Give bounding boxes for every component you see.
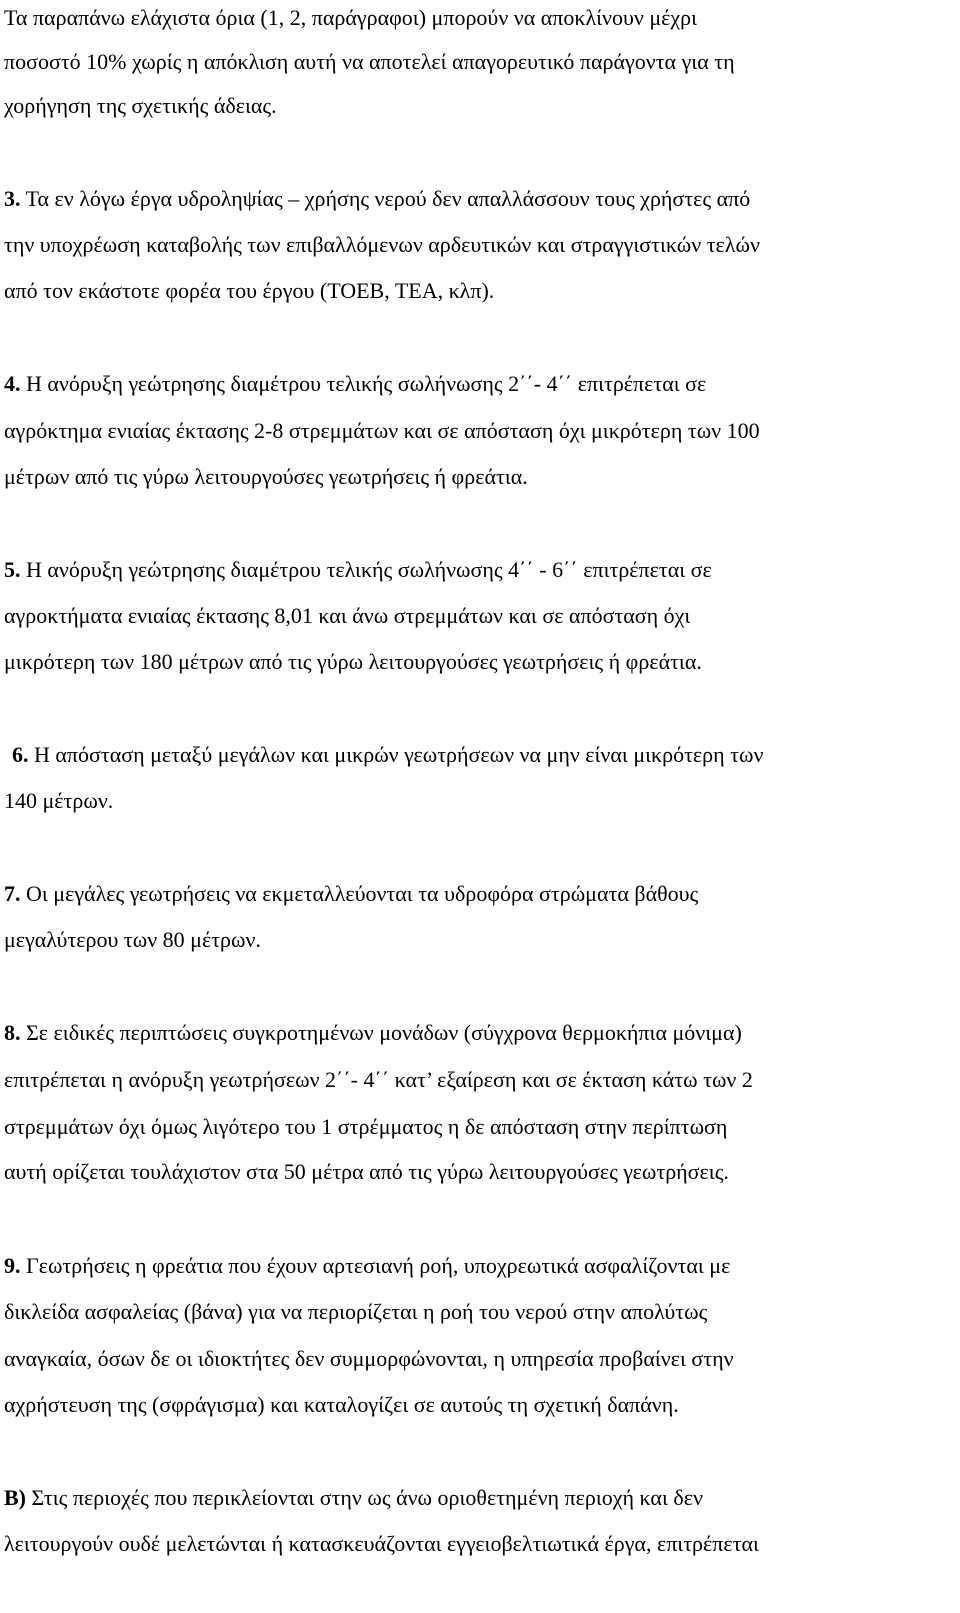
paragraph-line: στρεμμάτων όχι όμως λιγότερο του 1 στρέμματος η δε απόσταση στην περίπτωση — [4, 1114, 728, 1139]
paragraph-line: δικλείδα ασφαλείας (βάνα) για να περιορίζεται η ροή του νερού στην απολύτως — [4, 1299, 708, 1324]
paragraph-text: Σε ειδικές περιπτώσεις συγκροτημένων μονάδων (σύγχρονα θερμοκήπια μόνιμα) — [20, 1020, 742, 1045]
paragraph-number: 4. — [4, 371, 21, 396]
paragraph-line: αναγκαία, όσων δε οι ιδιοκτήτες δεν συμμορφώνονται, η υπηρεσία προβαίνει στην — [4, 1346, 734, 1371]
paragraph-3-first-line — [4, 185, 750, 213]
paragraph-number: 9. — [4, 1253, 21, 1278]
paragraph-line: μέτρων από τις γύρω λειτουργούσες γεωτρήσεις ή φρεάτια. — [4, 464, 528, 489]
paragraph-text: Γεωτρήσεις η φρεάτια που έχουν αρτεσιανή ροή, υποχρεωτικά ασφαλίζονται με — [20, 1253, 731, 1278]
intro-line: ποσοστό 10% χωρίς η απόκλιση αυτή να αποτελεί απαγορευτικό παράγοντα για τη — [4, 49, 735, 74]
paragraph-line: 140 μέτρων. — [4, 788, 114, 813]
paragraph-text: Η απόσταση μεταξύ μεγάλων και μικρών γεωτρήσεων να μην είναι μικρότερη των — [28, 742, 764, 767]
paragraph-number: 3. — [4, 186, 21, 211]
paragraph-text: Οι μεγάλες γεωτρήσεις να εκμεταλλεύονται τα υδροφόρα στρώματα βάθους — [20, 881, 699, 906]
paragraph-text: Τα εν λόγω έργα υδροληψίας – χρήσης νερού δεν απαλλάσσουν τους χρήστες από — [20, 186, 751, 211]
section-b-first-line — [4, 1484, 703, 1512]
intro-line: χορήγηση της σχετικής άδειας. — [4, 93, 277, 118]
paragraph-line: μεγαλύτερου των 80 μέτρων. — [4, 927, 261, 952]
paragraph-line: αχρήστευση της (σφράγισμα) και καταλογίζει σε αυτούς τη σχετική δαπάνη. — [4, 1392, 679, 1417]
paragraph-line: αγροκτήματα ενιαίας έκτασης 8,01 και άνω στρεμμάτων και σε απόσταση όχι — [4, 603, 691, 628]
paragraph-number: 8. — [4, 1020, 21, 1045]
paragraph-line: μικρότερη των 180 μέτρων από τις γύρω λειτουργούσες γεωτρήσεις ή φρεάτια. — [4, 649, 702, 674]
paragraph-9-first-line — [4, 1252, 730, 1280]
paragraph-6-first-line — [12, 741, 763, 769]
paragraph-number: 7. — [4, 881, 21, 906]
paragraph-7-first-line — [4, 880, 698, 908]
paragraph-line: λειτουργούν ουδέ μελετώνται ή κατασκευάζονται εγγειοβελτιωτικά έργα, επιτρέπεται — [4, 1531, 759, 1556]
intro-line: Τα παραπάνω ελάχιστα όρια (1, 2, παράγραφοι) μπορούν να αποκλίνουν μέχρι — [4, 5, 698, 30]
section-label: Β) — [4, 1485, 26, 1510]
paragraph-line: την υποχρέωση καταβολής των επιβαλλόμενων αρδευτικών και στραγγιστικών τελών — [4, 232, 760, 257]
paragraph-text: Η ανόρυξη γεώτρησης διαμέτρου τελικής σωλήνωσης 4΄΄ - 6΄΄ επιτρέπεται σε — [20, 557, 712, 582]
paragraph-line: αγρόκτημα ενιαίας έκτασης 2-8 στρεμμάτων και σε απόσταση όχι μικρότερη των 100 — [4, 418, 760, 443]
paragraph-number: 5. — [4, 557, 21, 582]
paragraph-4-first-line — [4, 370, 706, 398]
paragraph-text: Στις περιοχές που περικλείονται στην ως άνω οριοθετημένη περιοχή και δεν — [26, 1485, 703, 1510]
paragraph-8-first-line — [4, 1019, 742, 1047]
paragraph-line: από τον εκάστοτε φορέα του έργου (ΤΟΕΒ, ΤΕΑ, κλπ). — [4, 278, 495, 303]
paragraph-number: 6. — [12, 742, 29, 767]
paragraph-line: επιτρέπεται η ανόρυξη γεωτρήσεων 2΄΄- 4΄΄ κατ’ εξαίρεση και σε έκταση κάτω των 2 — [4, 1067, 753, 1092]
paragraph-5-first-line — [4, 556, 712, 584]
paragraph-text: Η ανόρυξη γεώτρησης διαμέτρου τελικής σωλήνωσης 2΄΄- 4΄΄ επιτρέπεται σε — [20, 371, 707, 396]
paragraph-line: αυτή ορίζεται τουλάχιστον στα 50 μέτρα από τις γύρω λειτουργούσες γεωτρήσεις. — [4, 1159, 729, 1184]
